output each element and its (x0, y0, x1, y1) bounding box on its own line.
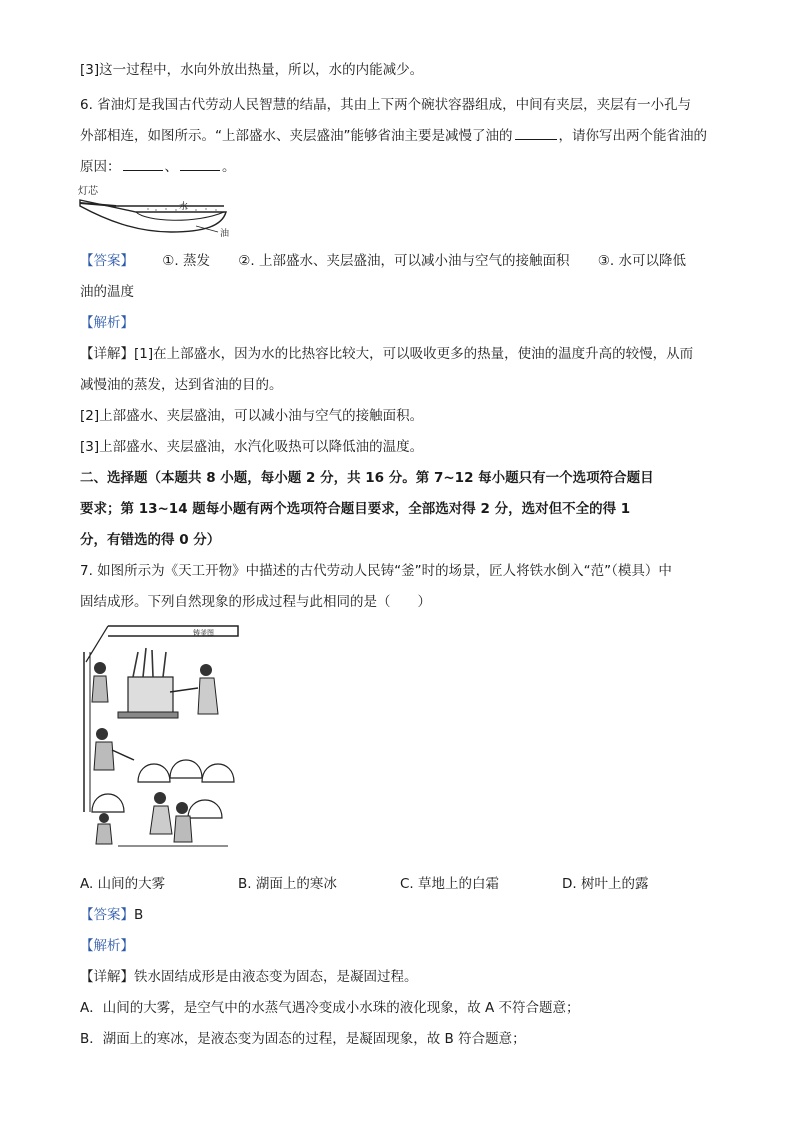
answer-7-line (80, 905, 143, 925)
worker-6-body (174, 816, 192, 842)
illustration-title: 铸釜图 (193, 629, 214, 637)
wick-label: 灯芯 (78, 186, 98, 197)
detail-7-line: 【详解】铁水固结成形是由液态变为固态，是凝固过程。 (80, 969, 418, 985)
worker-2-head (200, 664, 212, 676)
answer-6-line: 【答案】 ①. 蒸发 ②. 上部盛水、夹层盛油，可以减小油与空气的接触面积 ③. 水可以降低 (80, 253, 686, 269)
oil-lamp-figure (76, 182, 246, 240)
lamp-inner-bowl (136, 212, 224, 220)
section-2-heading-1: 二、选择题（本题共 8 小题，每小题 2 分，共 16 分。第 7~12 每小题只有一个选项符合题目 (80, 470, 654, 486)
option-b[interactable]: B. 湖面上的寒冰 (238, 876, 337, 892)
worker-6-head (176, 802, 188, 814)
worker-2-body (198, 678, 218, 714)
answer-blank-3[interactable] (180, 157, 220, 171)
question-6-line-1: 6. 省油灯是我国古代劳动人民智慧的结晶，其由上下两个碗状容器组成，中间有夹层，夹层有一小孔与 (80, 97, 692, 113)
option-a[interactable]: A. 山间的大雾 (80, 876, 166, 892)
detail-6-line-3: [3]上部盛水、夹层盛油，水汽化吸热可以降低油的温度。 (80, 439, 424, 455)
detail-6-line-1b: 减慢油的蒸发，达到省油的目的。 (80, 377, 283, 393)
furnace (128, 677, 173, 715)
analysis-7-label: 【解析】 (80, 938, 134, 954)
answer-blank-2[interactable] (123, 157, 163, 171)
detail-7-option-b: B．湖面上的寒冰，是液态变为固态的过程，是凝固现象，故 B 符合题意； (80, 1031, 526, 1047)
worker-3-head (96, 728, 108, 740)
question-7-line-2: 固结成形。下列自然现象的形成过程与此相同的是（ ） (80, 594, 431, 610)
furnace-base (118, 712, 178, 718)
answer-7-label: 【答案】 (80, 907, 134, 923)
detail-6-line-1: 【详解】[1]在上部盛水，因为水的比热容比较大，可以吸收更多的热量，使油的温度升高的较慢，从而 (80, 346, 694, 362)
question-7-line-1: 7. 如图所示为《天工开物》中描述的古代劳动人民铸“釜”时的场景，匠人将铁水倒入“范”（模具）中 (80, 563, 672, 579)
worker-4-head (99, 813, 109, 823)
worker-5-head (154, 792, 166, 804)
detail-7-option-a: A．山间的大雾，是空气中的水蒸气遇冷变成小水珠的液化现象，故 A 不符合题意； (80, 1000, 580, 1016)
worker-1-body (92, 676, 108, 702)
casting-illustration (78, 622, 240, 854)
oil-leader-line (196, 226, 218, 232)
option-d[interactable]: D. 树叶上的露 (562, 876, 649, 892)
question-6-line-3: 原因： 、 。 (80, 159, 236, 175)
detail-6-line-2: [2]上部盛水、夹层盛油，可以减小油与空气的接触面积。 (80, 408, 424, 424)
worker-5-body (150, 806, 172, 834)
answer-label: 【答案】 (80, 253, 134, 269)
answer-7-value: B (134, 907, 144, 923)
question-6-line-2: 外部相连，如图所示。“上部盛水、夹层盛油”能够省油主要是减慢了油的 ，请你写出两个能省油的 (80, 128, 707, 144)
section-2-heading-2: 要求；第 13~14 题每小题有两个选项符合题目要求，全部选对得 2 分，选对但不全的得 1 (80, 501, 631, 517)
worker-3-body (94, 742, 114, 770)
section-2-heading-3: 分，有错选的得 0 分） (80, 532, 221, 548)
oil-label: 油 (220, 229, 230, 239)
text-line: [3]这一过程中，水向外放出热量，所以，水的内能减少。 (80, 62, 424, 78)
answer-6-continuation: 油的温度 (80, 284, 134, 300)
worker-4-body (96, 824, 112, 844)
analysis-label: 【解析】 (80, 315, 134, 331)
worker-1-head (94, 662, 106, 674)
answer-blank-1[interactable] (515, 126, 557, 140)
water-label: 水 (179, 202, 189, 212)
option-c[interactable]: C. 草地上的白霜 (400, 876, 500, 892)
